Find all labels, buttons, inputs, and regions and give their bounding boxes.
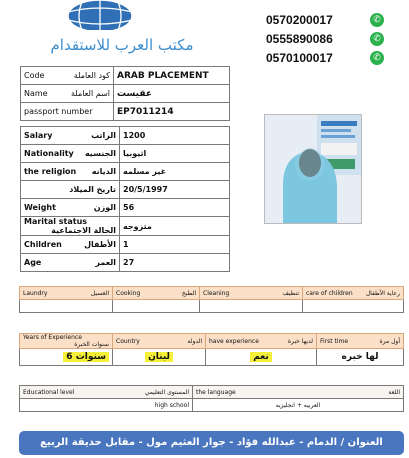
address-footer: العنوان / الدمام - عبدالله فؤاد - جوار العثيم مول - مقابل حديقة الربيع <box>19 431 404 455</box>
phone-row <box>266 48 406 67</box>
value-cell: اثيوبيا <box>120 145 230 163</box>
label-cell: Name اسم العاملة <box>21 85 114 103</box>
header-cell: Cooking الطبخ <box>113 287 200 300</box>
label-cell: Age العمر <box>21 254 120 272</box>
skill-cell <box>200 300 303 313</box>
table-row <box>21 236 230 254</box>
brand-name: مكتب العرب للاستقدام <box>50 36 194 54</box>
value-cell: 56 <box>120 199 230 217</box>
header-cell: the language اللغة <box>193 386 404 399</box>
header-cell: Laundry الغسيل <box>20 287 113 300</box>
table-row <box>21 85 230 103</box>
table-row <box>21 127 230 145</box>
value-cell: 20/5/1997 <box>120 181 230 199</box>
whatsapp-icon[interactable]: ✆ <box>370 13 384 27</box>
phone-row <box>266 10 406 29</box>
value-cell: high school <box>20 399 193 412</box>
phone-row <box>266 29 406 48</box>
skills-table <box>19 286 404 313</box>
table-row <box>21 217 230 236</box>
header-cell: care of children رعاية الأطفال <box>303 287 404 300</box>
label-cell: Nationality الجنسيه <box>21 145 120 163</box>
skill-cell <box>113 300 200 313</box>
skill-cell <box>20 300 113 313</box>
table-row <box>20 300 404 313</box>
value-cell: 1200 <box>120 127 230 145</box>
whatsapp-icon[interactable]: ✆ <box>370 51 384 65</box>
has-experience-value: نعم <box>250 352 272 362</box>
experience-table <box>19 333 404 366</box>
phone-number[interactable]: 0555890086 <box>266 31 333 46</box>
table-header-row <box>20 386 404 399</box>
label-cell: Salary الراتب <box>21 127 120 145</box>
value-cell: 1 <box>120 236 230 254</box>
header-cell: Country الدولة <box>113 334 206 349</box>
table-row <box>21 254 230 272</box>
label-cell: Marital status الحالة الاجتماعية <box>21 217 120 236</box>
country-value: لبنان <box>145 352 173 362</box>
label-cell: Code كود العاملة <box>21 67 114 85</box>
whatsapp-icon[interactable]: ✆ <box>370 32 384 46</box>
table-row <box>21 145 230 163</box>
header-cell: First time أول مرة <box>317 334 404 349</box>
value-cell: لها خبره <box>317 349 404 366</box>
details-table <box>20 126 230 272</box>
education-table <box>19 385 404 412</box>
phone-number[interactable]: 0570200017 <box>266 12 333 27</box>
value-cell: 27 <box>120 254 230 272</box>
header-cell: Cleaning تنظيف <box>200 287 303 300</box>
value-cell <box>113 349 206 366</box>
value-cell: متزوجه <box>120 217 230 236</box>
label-cell: the religion الديانه <box>21 163 120 181</box>
phone-list <box>266 10 406 67</box>
value-cell <box>206 349 317 366</box>
table-row <box>21 103 230 121</box>
table-header-row <box>20 334 404 349</box>
label-cell: Children الأطفال <box>21 236 120 254</box>
table-row <box>20 349 404 366</box>
globe-logo <box>60 0 140 36</box>
table-row <box>21 199 230 217</box>
value-cell: العربيه + انجليزيه <box>193 399 404 412</box>
header-cell: Years of Experience سنوات الخبرة <box>20 334 113 349</box>
table-row <box>21 181 230 199</box>
phone-number[interactable]: 0570100017 <box>266 50 333 65</box>
header-cell: Educational level المستوى التعليمي <box>20 386 193 399</box>
table-row <box>21 67 230 85</box>
years-value: 6 سنوات <box>63 352 109 362</box>
value-cell: ARAB PLACEMENT <box>114 67 230 85</box>
value-cell <box>20 349 113 366</box>
table-row <box>21 163 230 181</box>
value-cell: غير مسلمه <box>120 163 230 181</box>
skill-cell <box>303 300 404 313</box>
worker-photo <box>264 114 362 224</box>
label-cell: تاريخ الميلاد <box>21 181 120 199</box>
header-cell: have experience لديها خبرة <box>206 334 317 349</box>
table-header-row <box>20 287 404 300</box>
label-cell: Weight الوزن <box>21 199 120 217</box>
identity-table <box>20 66 230 121</box>
table-row <box>20 399 404 412</box>
value-cell: عقيست <box>114 85 230 103</box>
value-cell: EP7011214 <box>114 103 230 121</box>
label-cell: passport number <box>21 103 114 121</box>
